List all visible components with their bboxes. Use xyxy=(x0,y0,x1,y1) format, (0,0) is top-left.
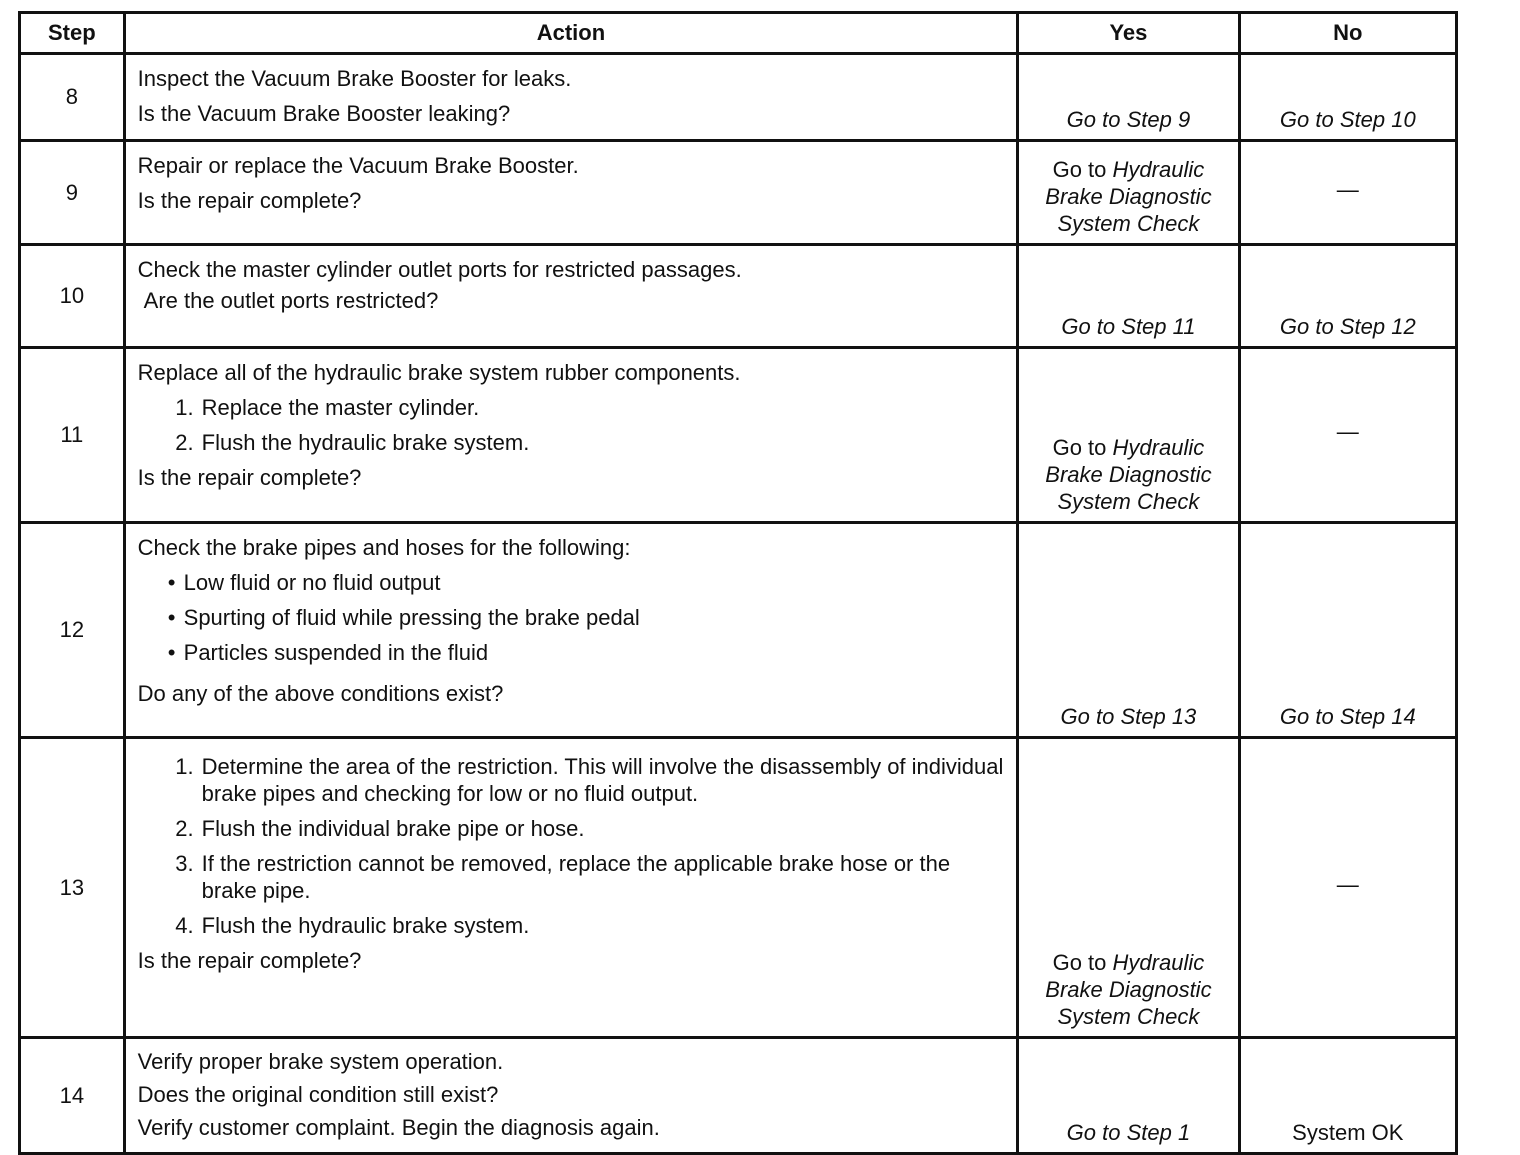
action-note: Verify customer complaint. Begin the diagnosis again. xyxy=(137,1115,660,1140)
header-row xyxy=(20,13,1457,54)
step-number: 11 xyxy=(20,348,125,523)
action-text: Replace all of the hydraulic brake system rubber components. xyxy=(137,360,741,385)
yes-cell xyxy=(1018,1038,1239,1154)
bullet-item: • Spurting of fluid while pressing the brake pedal xyxy=(167,605,640,630)
no-cell xyxy=(1239,54,1456,141)
no-link[interactable]: Go to Step 14 xyxy=(1279,704,1416,729)
yes-link[interactable]: Go to Step 1 xyxy=(1066,1120,1191,1145)
yes-link[interactable] xyxy=(1019,434,1237,515)
yes-target-line1: Hydraulic xyxy=(1112,435,1205,460)
table-row xyxy=(20,245,1457,348)
yes-cell xyxy=(1018,348,1239,523)
header-step: Step xyxy=(20,13,125,54)
step-number: 12 xyxy=(20,523,125,738)
no-link[interactable]: Go to Step 12 xyxy=(1279,314,1416,339)
yes-target-line2: Brake Diagnostic xyxy=(1045,462,1212,487)
yes-link[interactable]: Go to Step 9 xyxy=(1066,107,1191,132)
step-number: 10 xyxy=(20,245,125,348)
action-question: Do any of the above conditions exist? xyxy=(137,681,504,706)
yes-target-line3: System Check xyxy=(1057,489,1200,514)
table-row xyxy=(20,348,1457,523)
list-item: 4. Flush the hydraulic brake system. xyxy=(175,913,530,938)
yes-target-line1: Hydraulic xyxy=(1112,950,1205,975)
list-item: 2. Flush the hydraulic brake system. xyxy=(175,430,530,455)
action-text: Check the master cylinder outlet ports for restricted passages. xyxy=(137,257,742,282)
no-dash: — xyxy=(1336,871,1359,897)
list-item: 1. Replace the master cylinder. xyxy=(175,395,480,420)
step-number: 9 xyxy=(20,141,125,245)
yes-cell xyxy=(1018,523,1239,738)
header-yes: Yes xyxy=(1018,13,1239,54)
action-question: Is the repair complete? xyxy=(137,188,362,213)
yes-prefix: Go to xyxy=(1052,157,1107,182)
action-question: Is the repair complete? xyxy=(137,948,362,973)
no-cell xyxy=(1239,523,1456,738)
action-cell xyxy=(124,54,1018,141)
action-cell xyxy=(124,738,1018,1038)
no-cell xyxy=(1239,141,1456,245)
action-text: Verify proper brake system operation. xyxy=(137,1049,504,1074)
yes-cell xyxy=(1018,738,1239,1038)
yes-target-line2: Brake Diagnostic xyxy=(1045,977,1212,1002)
no-dash: — xyxy=(1336,419,1359,444)
table-row xyxy=(20,738,1457,1038)
yes-prefix: Go to xyxy=(1052,950,1107,975)
step-number: 13 xyxy=(20,738,125,1038)
action-question: Is the Vacuum Brake Booster leaking? xyxy=(137,101,511,126)
header-no: No xyxy=(1239,13,1456,54)
yes-cell xyxy=(1018,54,1239,141)
action-question: Are the outlet ports restricted? xyxy=(143,288,439,313)
action-text: Inspect the Vacuum Brake Booster for leaks. xyxy=(137,66,572,91)
yes-link[interactable] xyxy=(1019,949,1237,1030)
yes-target-line2: Brake Diagnostic xyxy=(1045,184,1212,209)
no-cell xyxy=(1239,1038,1456,1154)
yes-cell xyxy=(1018,141,1239,245)
action-question: Does the original condition still exist? xyxy=(137,1082,499,1107)
no-dash: — xyxy=(1336,176,1359,202)
list-item: 2. Flush the individual brake pipe or hose. xyxy=(175,816,585,841)
action-cell xyxy=(124,523,1018,738)
step-number: 8 xyxy=(20,54,125,141)
no-cell xyxy=(1239,245,1456,348)
table-row xyxy=(20,141,1457,245)
action-cell xyxy=(124,141,1018,245)
yes-cell xyxy=(1018,245,1239,348)
yes-prefix: Go to xyxy=(1052,435,1107,460)
step-number: 14 xyxy=(20,1038,125,1154)
header-action: Action xyxy=(124,13,1018,54)
table-row xyxy=(20,523,1457,738)
list-item: 3. If the restriction cannot be removed, replace the applicable brake hose or the brake pipe. xyxy=(175,851,951,903)
action-cell xyxy=(124,1038,1018,1154)
table-row xyxy=(20,54,1457,141)
action-question: Is the repair complete? xyxy=(137,465,362,490)
action-cell xyxy=(124,245,1018,348)
diagnostic-table-sheet xyxy=(18,11,1458,1145)
yes-link[interactable]: Go to Step 13 xyxy=(1060,704,1197,729)
table-row xyxy=(20,1038,1457,1154)
bullet-item: • Particles suspended in the fluid xyxy=(167,640,489,665)
action-cell xyxy=(124,348,1018,523)
yes-target-line3: System Check xyxy=(1057,211,1200,236)
no-result: System OK xyxy=(1292,1120,1404,1145)
no-link[interactable]: Go to Step 10 xyxy=(1279,107,1416,132)
action-text: Check the brake pipes and hoses for the following: xyxy=(137,535,631,560)
yes-link[interactable] xyxy=(1019,156,1237,237)
yes-link[interactable]: Go to Step 11 xyxy=(1061,314,1196,339)
action-text: Repair or replace the Vacuum Brake Booster. xyxy=(137,153,579,178)
yes-target-line3: System Check xyxy=(1057,1004,1200,1029)
no-cell xyxy=(1239,738,1456,1038)
list-item: 1. Determine the area of the restriction. This will involve the disassembly of individual brake pipes and checking for low or no fluid output. xyxy=(175,754,1004,806)
bullet-item: • Low fluid or no fluid output xyxy=(167,570,441,595)
diagnostic-table xyxy=(18,11,1458,1155)
yes-target-line1: Hydraulic xyxy=(1112,157,1205,182)
no-cell xyxy=(1239,348,1456,523)
